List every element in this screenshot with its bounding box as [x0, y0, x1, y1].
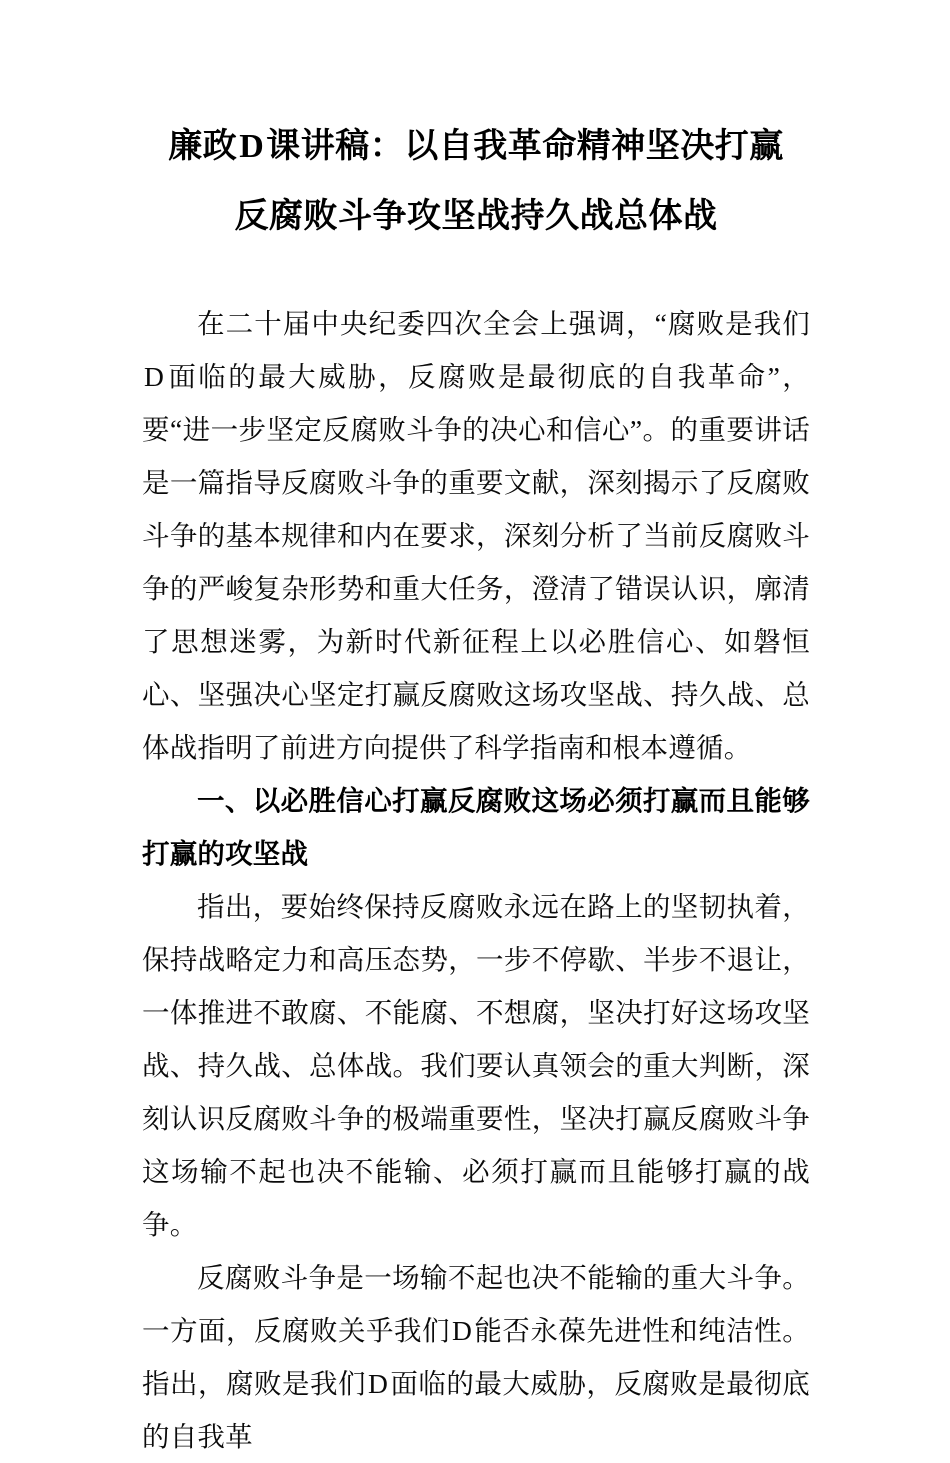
document-body [142, 297, 810, 1463]
body-paragraph-3: 反腐败斗争是一场输不起也决不能输的重大斗争。一方面，反腐败关乎我们D能否永葆先进性和纯洁性。指出，腐败是我们D面临的最大威胁，反腐败是最彻底的自我革 [142, 1262, 810, 1452]
body-paragraph-1: 在二十届中央纪委四次全会上强调，“腐败是我们D面临的最大威胁，反腐败是最彻底的自我革命”，要“进一步坚定反腐败斗争的决心和信心”。的重要讲话是一篇指导反腐败斗争的重要文献，深刻揭示了反腐败斗争的基本规律和内在要求，深刻分析了当前反腐败斗争的严峻复杂形势和重大任务，澄清了错误认识，廓清了思想迷雾，为新时代新征程上以必胜信心、如磐恒心、坚强决心坚定打赢反腐败这场攻坚战、持久战、总体战指明了前进方向提供了科学指南和根本遵循。 [142, 308, 810, 763]
page-content [142, 0, 810, 1463]
section-heading-1: 一、以必胜信心打赢反腐败这场必须打赢而且能够打赢的攻坚战 [142, 785, 810, 869]
body-paragraph-2: 指出，要始终保持反腐败永远在路上的坚韧执着，保持战略定力和高压态势，一步不停歇、半步不退让，一体推进不敢腐、不能腐、不想腐，坚决打好这场攻坚战、持久战、总体战。我们要认真领会的重大判断，深刻认识反腐败斗争的极端重要性，坚决打赢反腐败斗争这场输不起也决不能输、必须打赢而且能够打赢的战争。 [142, 891, 810, 1240]
document-title-line-1: 廉政D课讲稿：以自我革命精神坚决打赢 [168, 128, 784, 165]
document-title-line-2: 反腐败斗争攻坚战持久战总体战 [234, 198, 718, 235]
document-title [142, 0, 810, 252]
